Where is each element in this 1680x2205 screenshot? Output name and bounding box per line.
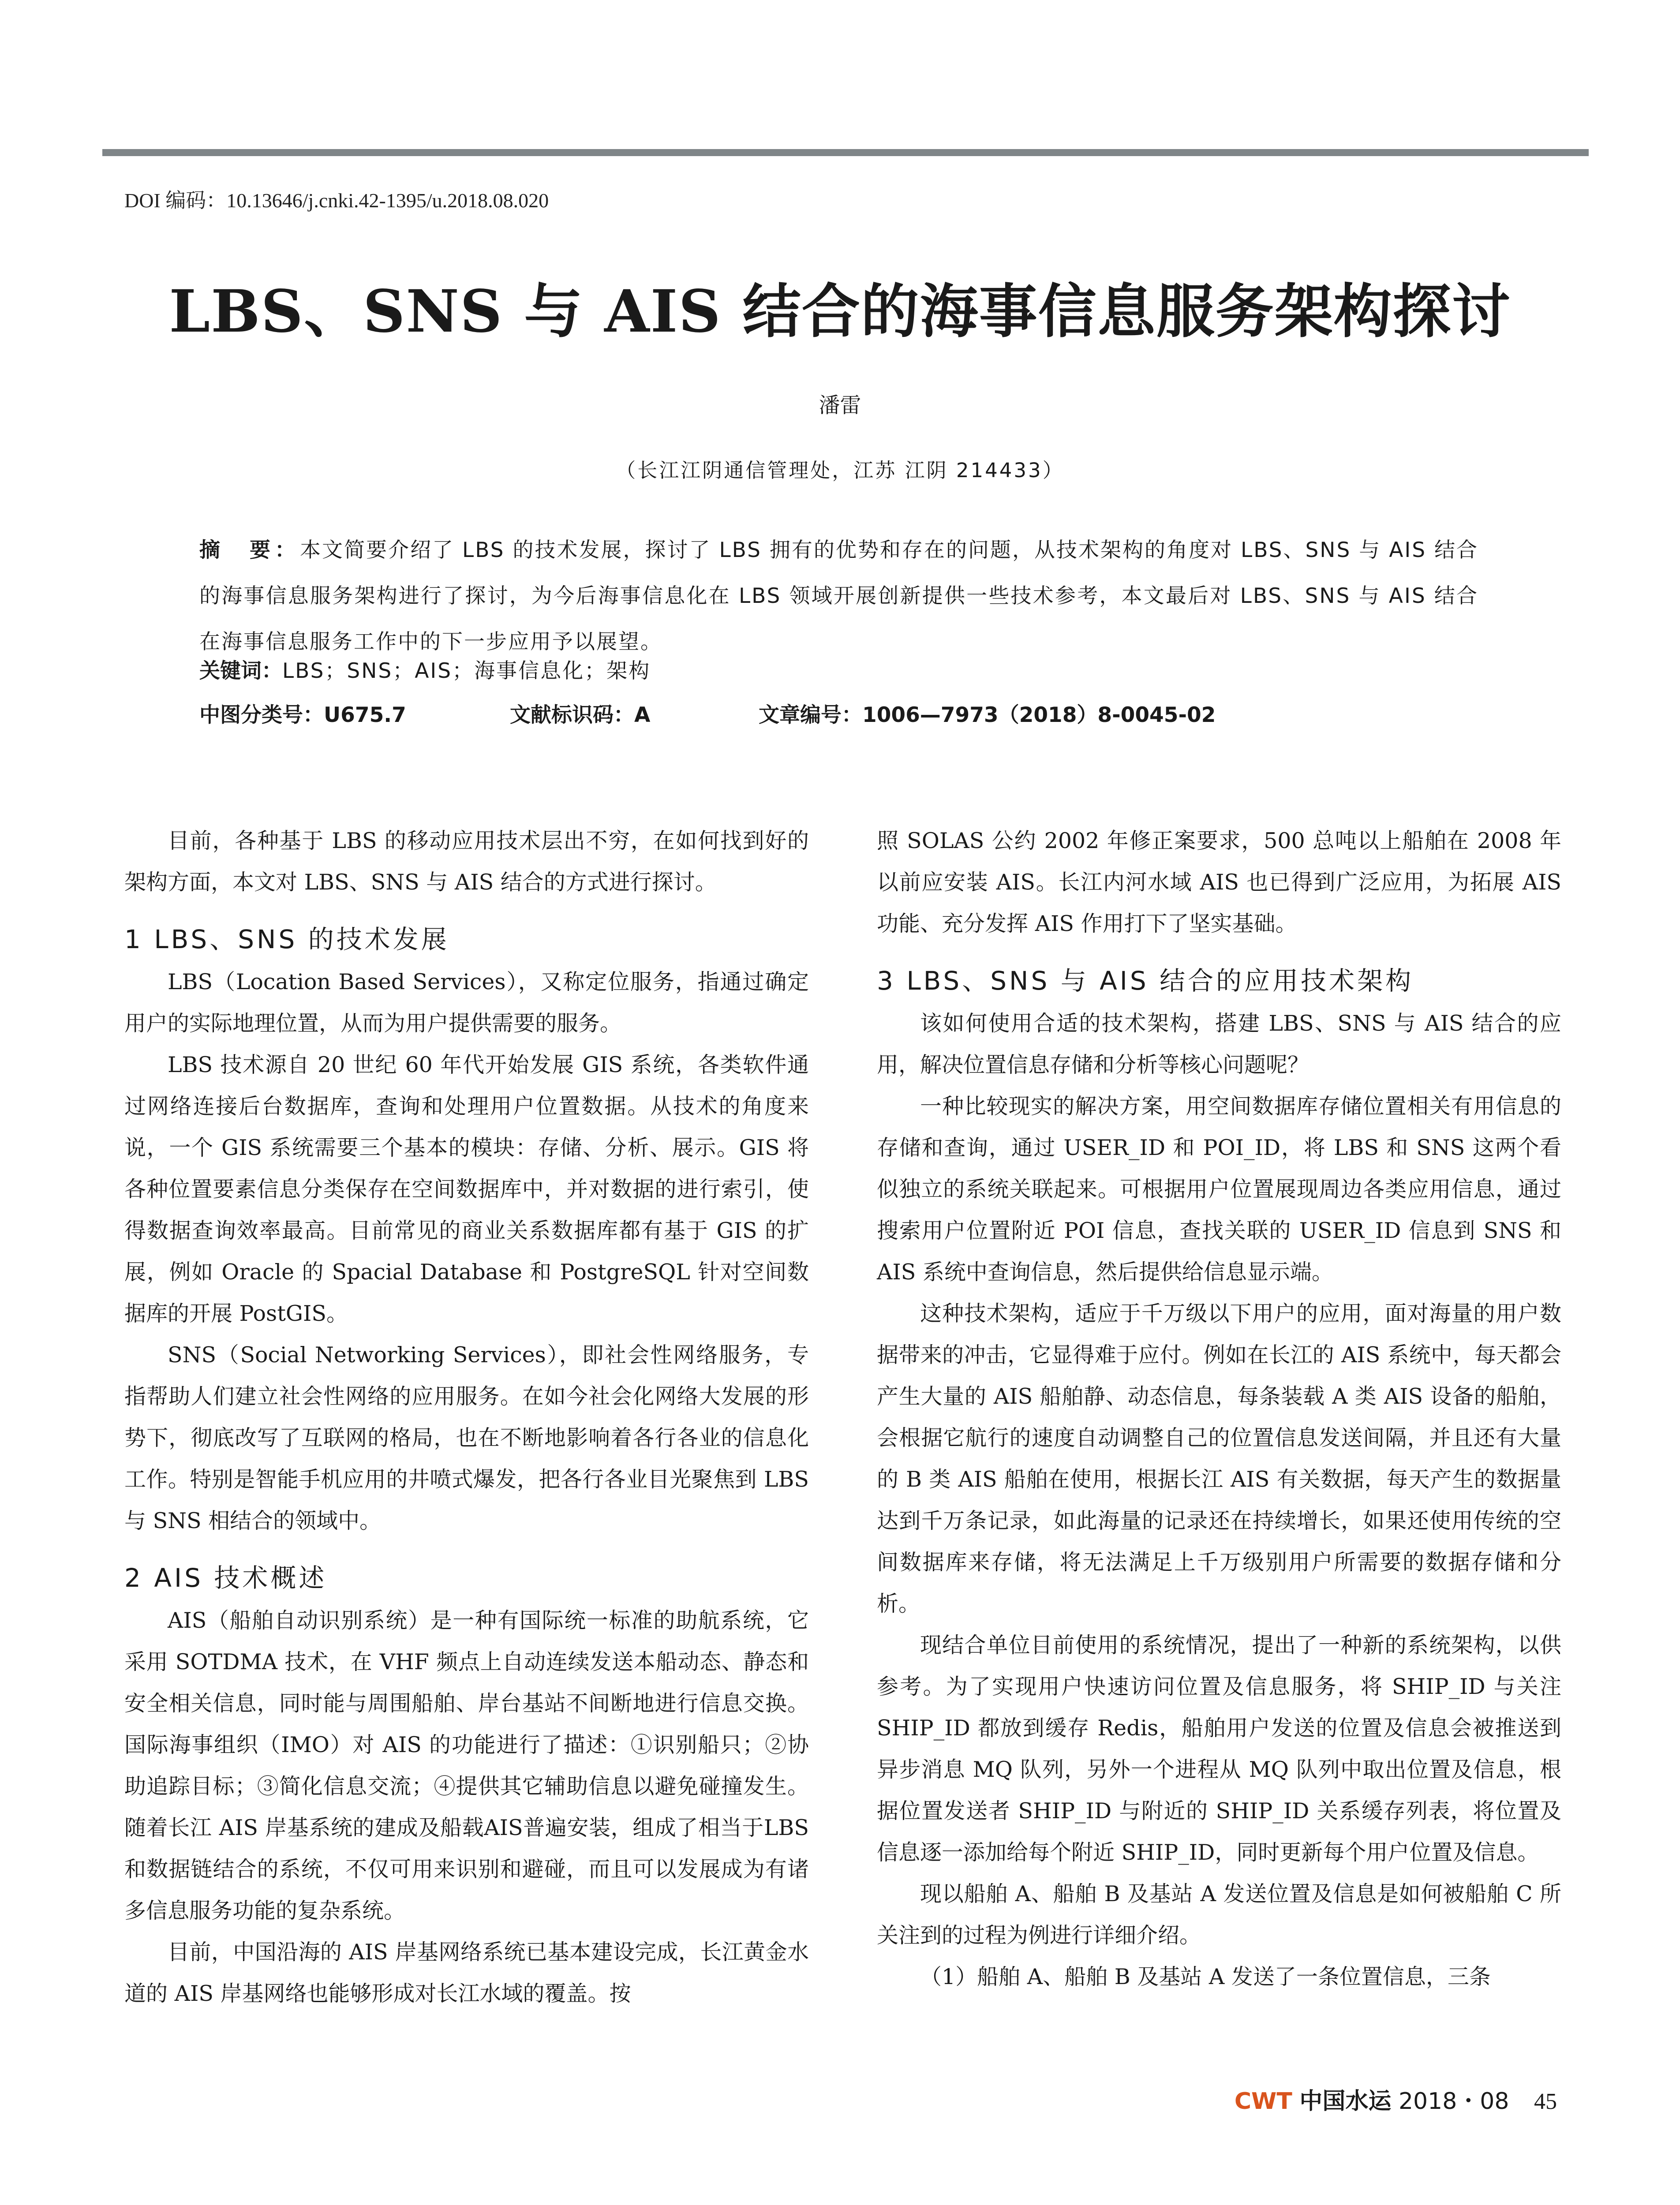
affiliation: （长江江阴通信管理处，江苏 江阴 214433） xyxy=(616,459,1064,482)
section-heading-2: 2 AIS 技术概述 xyxy=(124,1563,327,1593)
intro-paragraph: 目前，各种基于 LBS 的移动应用技术层出不穷，在如何找到好的架构方面，本文对 LBS、SNS 与 AIS 结合的方式进行探讨。 xyxy=(124,828,809,895)
page-number: 45 xyxy=(1534,2089,1557,2114)
paragraph: 这种技术架构，适应于千万级以下用户的应用，面对海量的用户数据带来的冲击，它显得难于应付。例如在长江的 AIS 系统中，每天都会产生大量的 AIS 船舶静、动态信息，每条装载 A 类 AIS 设备的船舶，会根据它航行的速度自动调整自己的位置信息发送间隔，并且还有大量的 B 类 AIS 船舶在使用，根据长江 AIS 有关数据，每天产生的数据量达到千万条记录，如此海量的记录还在持续增长，如果还使用传统的空间数据库来存储，将无法满足上千万级别用户所需要的数据存储和分析。 xyxy=(877,1301,1561,1616)
paragraph: （1）船舶 A、船舶 B 及基站 A 发送了一条位置信息，三条 xyxy=(920,1964,1491,1989)
doi-line: DOI 编码：10.13646/j.cnki.42-1395/u.2018.08.020 xyxy=(124,189,549,212)
clc-number: 中图分类号：U675.7 xyxy=(199,703,406,727)
paragraph: 现结合单位目前使用的系统情况，提出了一种新的系统架构，以供参考。为了实现用户快速访问位置及信息服务，将 SHIP_ID 与关注 SHIP_ID 都放到缓存 Redis，船舶用户发送的位置及信息会被推送到异步消息 MQ 队列，另外一个进程从 MQ 队列中取出位置及信息，根据位置发送者 SHIP_ID 与附近的 SHIP_ID 关系缓存列表，将位置及信息逐一添加给每个附近 SHIP_ID，同时更新每个用户位置及信息。 xyxy=(877,1633,1561,1865)
paper-title: LBS、SNS 与 AIS 结合的海事信息服务架构探讨 xyxy=(169,277,1511,346)
paragraph: 一种比较现实的解决方案，用空间数据库存储位置相关有用信息的存储和查询，通过 USER_ID 和 POI_ID，将 LBS 和 SNS 这两个看似独立的系统关联起来。可根据用户位置展现周边各类应用信息，通过搜索用户位置附近 POI 信息，查找关联的 USER_ID 信息到 SNS 和 AIS 系统中查询信息，然后提供给信息显示端。 xyxy=(877,1094,1561,1285)
journal-brand: CWT xyxy=(1234,2088,1292,2115)
journal-issue: 2018・08 xyxy=(1398,2088,1509,2115)
page-footer xyxy=(1191,2082,1557,2115)
section-heading-1: 1 LBS、SNS 的技术发展 xyxy=(124,924,449,954)
paragraph: 目前，中国沿海的 AIS 岸基网络系统已基本建设完成，长江黄金水道的 AIS 岸基网络也能够形成对长江水域的覆盖。按 xyxy=(124,1940,809,2006)
paragraph: 该如何使用合适的技术架构，搭建 LBS、SNS 与 AIS 结合的应用，解决位置信息存储和分析等核心问题呢？ xyxy=(877,1011,1561,1077)
paragraph: 现以船舶 A、船舶 B 及基站 A 发送位置及信息是如何被船舶 C 所关注到的过程为例进行详细介绍。 xyxy=(877,1881,1561,1948)
abstract xyxy=(199,527,1478,665)
left-column xyxy=(124,820,809,2014)
document-code: 文献标识码：A xyxy=(510,703,651,727)
paragraph: SNS（Social Networking Services），即社会性网络服务，专指帮助人们建立社会性网络的应用服务。在如今社会化网络大发展的形势下，彻底改写了互联网的格局，也在不断地影响着各行各业的信息化工作。特别是智能手机应用的井喷式爆发，把各行各业目光聚焦到 LBS 与 SNS 相结合的领域中。 xyxy=(124,1342,809,1533)
keywords-label: 关键词： xyxy=(199,659,282,683)
right-column xyxy=(877,820,1561,1998)
keywords-text: LBS；SNS；AIS；海事信息化；架构 xyxy=(282,659,651,683)
journal-name: 中国水运 xyxy=(1299,2088,1392,2115)
paragraph: LBS（Location Based Services），又称定位服务，指通过确定用户的实际地理位置，从而为用户提供需要的服务。 xyxy=(124,969,809,1036)
keywords xyxy=(199,654,651,684)
continued-paragraph: 照 SOLAS 公约 2002 年修正案要求，500 总吨以上船舶在 2008 年以前应安装 AIS。长江内河水域 AIS 也已得到广泛应用，为拓展 AIS 功能、充分发挥 AIS 作用打下了坚实基础。 xyxy=(877,828,1561,936)
author: 潘雷 xyxy=(819,393,861,418)
abstract-text: 本文简要介绍了 LBS 的技术发展，探讨了 LBS 拥有的优势和存在的问题，从技术架构的角度对 LBS、SNS 与 AIS 结合的海事信息服务架构进行了探讨，为今后海事信息化在 LBS 领域开展创新提供一些技术参考，本文最后对 LBS、SNS 与 AIS 结合在海事信息服务工作中的下一步应用予以展望。 xyxy=(199,538,1479,654)
paragraph: AIS（船舶自动识别系统）是一种有国际统一标准的助航系统，它采用 SOTDMA 技术，在 VHF 频点上自动连续发送本船动态、静态和安全相关信息，同时能与周围船舶、岸台基站不间断地进行信息交换。国际海事组织（IMO）对 AIS 的功能进行了描述：①识别船只；②协助追踪目标；③简化信息交流；④提供其它辅助信息以避免碰撞发生。随着长江 AIS 岸基系统的建成及船载AIS普遍安装，组成了相当于LBS和数据链结合的系统，不仅可用来识别和避碰，而且可以发展成为有诸多信息服务功能的复杂系统。 xyxy=(124,1608,809,1923)
article-number: 文章编号：1006—7973（2018）8-0045-02 xyxy=(759,703,1216,727)
header-rule xyxy=(102,149,1589,156)
paragraph: LBS 技术源自 20 世纪 60 年代开始发展 GIS 系统，各类软件通过网络连接后台数据库，查询和处理用户位置数据。从技术的角度来说，一个 GIS 系统需要三个基本的模块：存储、分析、展示。GIS 将各种位置要素信息分类保存在空间数据库中，并对数据的进行索引，使得数据查询效率最高。目前常见的商业关系数据库都有基于 GIS 的扩展，例如 Oracle 的 Spacial Database 和 PostgreSQL 针对空间数据库的开展 PostGIS。 xyxy=(124,1052,809,1326)
section-heading-3: 3 LBS、SNS 与 AIS 结合的应用技术架构 xyxy=(877,966,1414,996)
abstract-label: 摘 要： xyxy=(199,538,300,562)
